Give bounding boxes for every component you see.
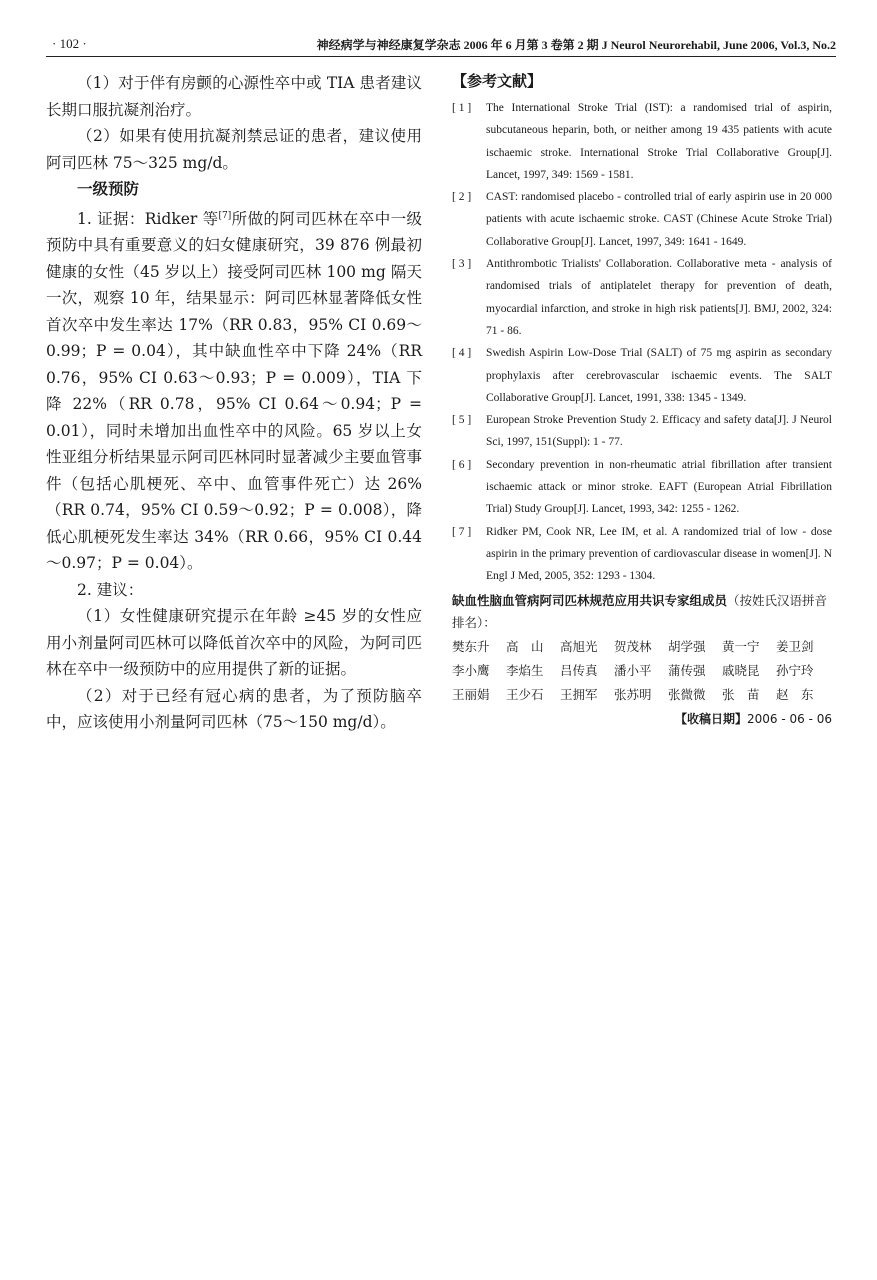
received-date [452, 708, 832, 730]
committee-member: 高旭光 [560, 638, 598, 654]
reference-number: [ 7 ] [452, 525, 472, 538]
committee-member: 李小鹰 [452, 662, 490, 678]
reference-number: [ 3 ] [452, 258, 472, 271]
running-head: 神经病学与神经康复学杂志 2006 年 6 月第 3 卷第 2 期 J Neurol Neurorehabil, June 2006, Vol.3, No.2 [316, 38, 836, 52]
reference-text: Swedish Aspirin Low-Dose Trial (SALT) of 75 mg aspirin as secondary prophylaxis after cerebrovascular ischaemic events. The SALT Collaborative Group[J]. Lancet, 1991, 338: 1345 - 1349. [486, 347, 832, 404]
section-title-primary-prevention: 一级预防 [77, 179, 140, 198]
committee-member: 张 苗 [722, 686, 760, 702]
committee-member: 王丽娟 [452, 686, 490, 702]
reference-list [452, 97, 832, 588]
committee-member: 李焰生 [506, 662, 544, 678]
reference-text: CAST: randomised placebo - controlled trial of early aspirin use in 20 000 patients with acute ischaemic stroke. CAST (Chinese Acute Stroke Trial) Collaborative Group[J]. Lancet, 1997, 349: 1641 - 1649. [486, 191, 832, 248]
committee-member: 姜卫剑 [776, 638, 814, 654]
committee-title-note: （按姓氏汉语拼音排名）： [452, 592, 828, 630]
reference-text: Secondary prevention in non-rheumatic atrial fibrillation after transient ischaemic attack or minor stroke. EAFT (European Atrial Fibrillation Trial) Study Group[J]. Lancet, 1993, 342: 1255 - 1262. [486, 458, 832, 516]
received-value: 2006 - 06 - 06 [747, 711, 832, 726]
reference-number: [ 5 ] [452, 414, 472, 427]
paragraph-recommendation-2: （2）对于已经有冠心病的患者，为了预防脑卒中，应该使用小剂量阿司匹林（75～150 mg/d）。 [46, 686, 422, 732]
committee-member: 孙宁玲 [776, 662, 814, 678]
committee-member: 胡学强 [668, 638, 706, 654]
reference-text: Ridker PM, Cook NR, Lee IM, et al. A randomized trial of low - dose aspirin in the primary prevention of cardiovascular disease in women[J]. N Engl J Med, 2005, 352: 1293 - 1304. [486, 525, 832, 583]
page-number: · 102 · [52, 36, 87, 51]
paragraph-recommendation-1: （1）女性健康研究提示在年龄 ≥45 岁的女性应用小剂量阿司匹林可以降低首次卒中的风险，为阿司匹林在卒中一级预防中的应用提供了新的证据。 [46, 607, 422, 679]
committee-members [452, 636, 832, 706]
reference-number: [ 6 ] [452, 458, 472, 471]
committee-member: 吕传真 [560, 662, 598, 678]
committee-member: 樊东升 [452, 638, 490, 654]
paragraph-aspirin-contraindication: （2）如果有使用抗凝剂禁忌证的患者，建议使用阿司匹林 75～325 mg/d。 [46, 127, 422, 172]
committee-member: 王少石 [506, 686, 544, 702]
evidence-body: 所做的阿司匹林在卒中一级预防中具有重要意义的妇女健康研究，39 876 例最初健康的女性（45 岁以上）接受阿司匹林 100 mg 隔天一次，观察 10 年，结果显示：阿司匹林显著降低女性首次卒中发生率达 17%（RR 0.83，95% CI 0.69～0.99；P = 0.04），其中缺血性卒中下降 24%（RR 0.76，95% CI 0.63～0.93；P = 0.009），TIA 下降 22%（RR 0.78，95% CI 0.64～0.94；P = 0.01），同时未增加出血性卒中的风险。65 岁以上女性亚组分析结果显示阿司匹林同时显著减少主要血管事件（包括心肌梗死、卒中、血管事件死亡）达 26%（RR 0.74，95% CI 0.59～0.92；P = 0.008），降低心肌梗死发生率达 34%（RR 0.66，95% CI 0.44～0.97；P = 0.04）。 [46, 209, 422, 573]
committee-member: 黄一宁 [722, 638, 760, 654]
committee-title-text: 缺血性脑血管病阿司匹林规范应用共识专家组成员 [452, 592, 728, 608]
reference-item [452, 97, 832, 186]
paragraph-anticoagulant: （1）对于伴有房颤的心源性卒中或 TIA 患者建议长期口服抗凝剂治疗。 [46, 74, 422, 119]
committee-member: 高 山 [506, 638, 544, 654]
committee-member: 贺茂林 [614, 638, 652, 654]
reference-item [452, 409, 832, 454]
reference-item [452, 454, 832, 521]
received-label: 【收稿日期】 [674, 711, 747, 726]
committee-member: 王拥军 [560, 686, 598, 702]
committee-member: 潘小平 [614, 662, 652, 678]
reference-item [452, 186, 832, 253]
reference-item [452, 342, 832, 409]
reference-item [452, 253, 832, 342]
committee-title [452, 590, 832, 634]
committee-member: 赵 东 [776, 686, 814, 702]
citation-7: [7] [218, 210, 232, 221]
right-column [452, 70, 832, 730]
reference-text: Antithrombotic Trialists' Collaboration. Collaborative meta - analysis of randomised trials of antiplatelet therapy for prevention of death, myocardial infarction, and stroke in high risk patients[J]. BMJ, 2002, 324: 71 - 86. [486, 258, 832, 337]
left-column [46, 70, 422, 736]
evidence-lead: 1. 证据：Ridker 等 [77, 209, 219, 228]
committee-member: 蒲传强 [668, 662, 706, 678]
reference-number: [ 1 ] [452, 102, 472, 114]
reference-text: European Stroke Prevention Study 2. Efficacy and safety data[J]. J Neurol Sci, 1997, 151(Suppl): 1 - 77. [486, 414, 832, 449]
reference-number: [ 4 ] [452, 347, 472, 360]
reference-text: The International Stroke Trial (IST): a randomised trial of aspirin, subcutaneous heparin, both, or neither among 19 435 patients with acute ischaemic stroke. International Stroke Trial Collaborative Group[J]. Lancet, 1997, 349: 1569 - 1581. [486, 102, 832, 181]
reference-item [452, 521, 832, 588]
paragraph-evidence [46, 203, 422, 577]
committee-member: 张微微 [668, 686, 706, 702]
page-header [46, 34, 836, 57]
reference-number: [ 2 ] [452, 191, 472, 204]
paragraph-recommendation-heading: 2. 建议： [77, 580, 144, 599]
committee-member: 张苏明 [614, 686, 652, 702]
committee-member: 戚晓昆 [722, 662, 760, 678]
references-heading: 【参考文献】 [452, 72, 543, 90]
